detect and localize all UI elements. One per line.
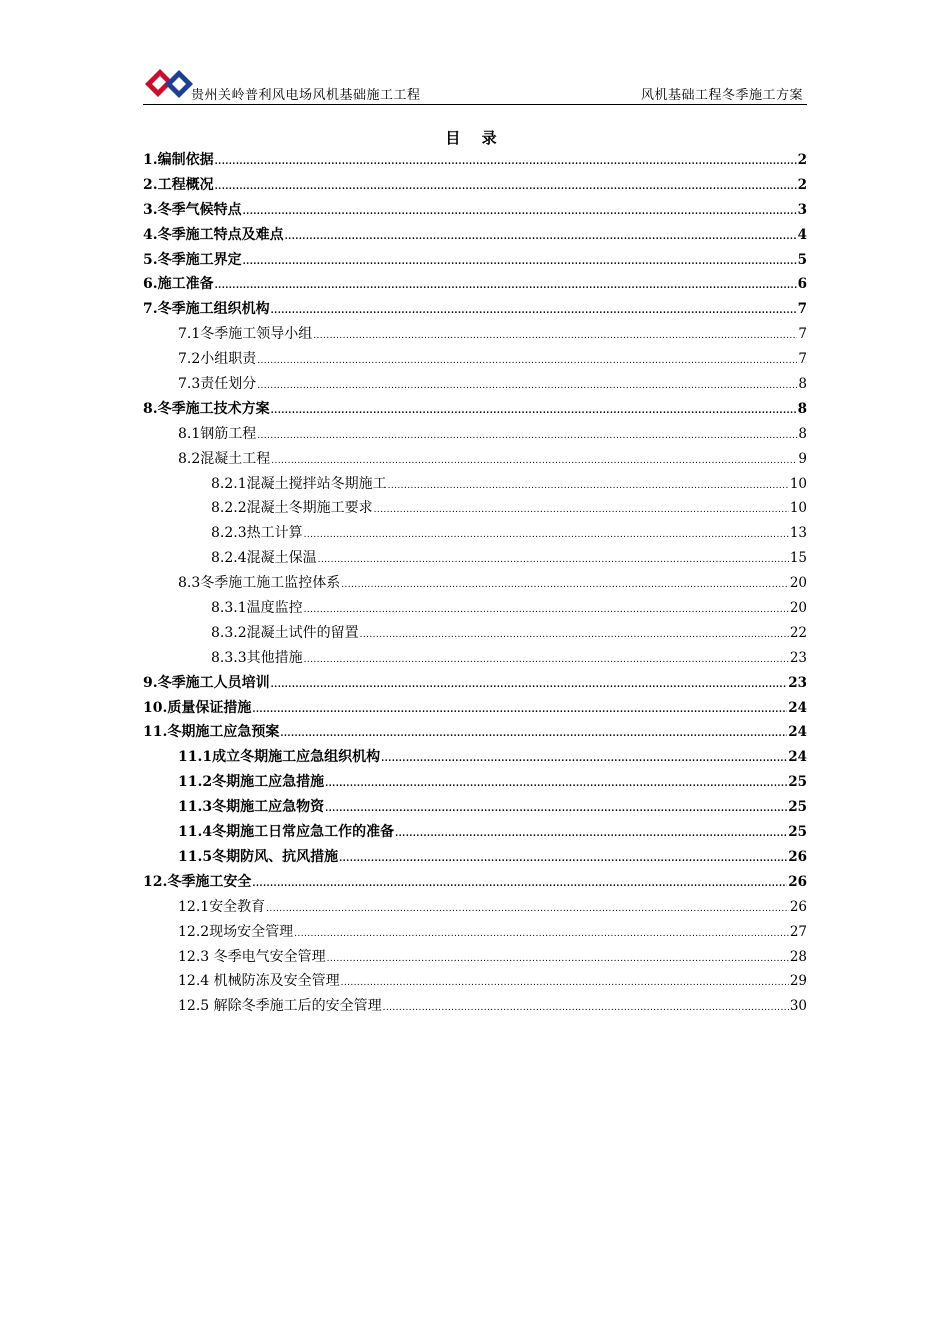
toc-entry-title: 12.1安全教育: [178, 898, 266, 915]
toc-page-number: 10: [789, 500, 807, 517]
toc-dot-leader: [339, 845, 787, 872]
toc-entry[interactable]: [143, 447, 807, 472]
toc-dot-leader: [285, 223, 797, 250]
toc-page-number: 13: [789, 525, 807, 542]
toc-entry-title: 8.2.2混凝土冬期施工要求: [211, 500, 373, 517]
toc-dot-leader: [381, 745, 787, 772]
toc-dot-leader: [266, 895, 789, 922]
header-document-title: 风机基础工程冬季施工方案: [640, 88, 803, 103]
toc-entry[interactable]: [143, 696, 807, 721]
toc-entry[interactable]: [143, 671, 807, 696]
toc-entry-title: 8.2.1混凝土搅拌站冬期施工: [211, 475, 387, 492]
toc-page-number: 10: [789, 475, 807, 492]
toc-page-number: 7: [798, 351, 807, 368]
toc-dot-leader: [252, 696, 787, 723]
toc-entry-title: 7.3责任划分: [178, 376, 257, 393]
toc-dot-leader: [388, 472, 789, 499]
toc-entry[interactable]: [143, 223, 807, 248]
toc-page-number: 25: [788, 824, 807, 841]
toc-entry-title: 9.冬季施工人员培训: [143, 674, 270, 691]
toc-dot-leader: [327, 945, 789, 972]
toc-dot-leader: [304, 521, 789, 548]
toc-dot-leader: [280, 720, 787, 747]
toc-page-number: 23: [789, 649, 807, 666]
toc-entry-title: 6.施工准备: [143, 276, 214, 293]
toc-entry-title: 7.冬季施工组织机构: [143, 301, 270, 318]
toc-page-number: 20: [789, 575, 807, 592]
toc-title: 目 录: [445, 129, 505, 147]
toc-entry[interactable]: [143, 870, 807, 895]
toc-entry[interactable]: [143, 945, 807, 970]
page-header: [143, 66, 807, 105]
toc-entry[interactable]: [143, 173, 807, 198]
toc-entry-title: 3.冬季气候特点: [143, 201, 242, 218]
toc-entry[interactable]: [143, 372, 807, 397]
toc-entry[interactable]: [143, 322, 807, 347]
toc-entry[interactable]: [143, 845, 807, 870]
toc-entry-title: 8.3.3其他措施: [211, 649, 303, 666]
toc-entry-title: 10.质量保证措施: [143, 699, 252, 716]
toc-dot-leader: [215, 148, 797, 175]
toc-dot-leader: [304, 646, 789, 673]
toc-dot-leader: [325, 795, 787, 822]
toc-page-number: 8: [797, 400, 807, 417]
toc-entry-title: 8.3.1温度监控: [211, 600, 303, 617]
toc-dot-leader: [257, 422, 797, 449]
toc-dot-leader: [360, 621, 789, 648]
toc-dot-leader: [383, 994, 789, 1021]
toc-page-number: 26: [789, 898, 807, 915]
toc-page-number: 3: [797, 201, 807, 218]
toc-page-number: 26: [788, 848, 807, 865]
toc-entry-title: 11.2冬期施工应急措施: [178, 774, 325, 791]
toc-page-number: 5: [797, 251, 807, 268]
toc-page-number: 2: [797, 176, 807, 193]
toc-dot-leader: [257, 347, 797, 374]
toc-entry[interactable]: [143, 248, 807, 273]
toc-entry[interactable]: [143, 148, 807, 173]
toc-page-number: 20: [789, 600, 807, 617]
toc-dot-leader: [252, 870, 787, 897]
toc-entry[interactable]: [143, 770, 807, 795]
toc-entry-title: 12.2现场安全管理: [178, 923, 294, 940]
toc-entry[interactable]: [143, 571, 807, 596]
toc-page-number: 15: [789, 550, 807, 567]
toc-page-number: 4: [797, 226, 807, 243]
toc-entry[interactable]: [143, 397, 807, 422]
toc-entry[interactable]: [143, 720, 807, 745]
toc-dot-leader: [304, 596, 789, 623]
toc-entry[interactable]: [143, 198, 807, 223]
toc-entry[interactable]: [143, 546, 807, 571]
toc-entry[interactable]: [143, 272, 807, 297]
toc-entry-title: 4.冬季施工特点及难点: [143, 226, 284, 243]
toc-entry[interactable]: [143, 297, 807, 322]
toc-dot-leader: [341, 571, 789, 598]
toc-dot-leader: [313, 322, 797, 349]
toc-entry-title: 11.4冬期施工日常应急工作的准备: [178, 824, 395, 841]
toc-dot-leader: [374, 496, 789, 523]
toc-dot-leader: [243, 198, 797, 225]
toc-page-number: 27: [789, 923, 807, 940]
toc-entry-title: 11.3冬期施工应急物资: [178, 799, 325, 816]
toc-page-number: 2: [797, 152, 807, 168]
toc-entry-title: 8.冬季施工技术方案: [143, 400, 270, 417]
toc-entry[interactable]: [143, 969, 807, 994]
toc-entry[interactable]: [143, 496, 807, 521]
toc-entry-title: 11.冬期施工应急预案: [143, 724, 280, 741]
toc-entry[interactable]: [143, 422, 807, 447]
toc-entry-title: 11.5冬期防风、抗风措施: [178, 848, 339, 865]
toc-entry[interactable]: [143, 596, 807, 621]
toc-entry-title: 12.5 解除冬季施工后的安全管理: [178, 998, 382, 1015]
toc-page-number: 22: [789, 624, 807, 641]
toc-entry[interactable]: [143, 795, 807, 820]
toc-entry-title: 8.2.4混凝土保温: [211, 550, 317, 567]
toc-dot-leader: [271, 397, 797, 424]
toc-entry-title: 8.3.2混凝土试件的留置: [211, 624, 359, 641]
toc-dot-leader: [243, 248, 797, 275]
toc-entry[interactable]: [143, 820, 807, 845]
toc-page-number: 8: [798, 376, 807, 393]
toc-page-number: 8: [798, 425, 807, 442]
toc-entry[interactable]: [143, 646, 807, 671]
toc-page-number: 24: [788, 724, 807, 741]
toc-page-number: 24: [788, 699, 807, 716]
toc-entry[interactable]: [143, 472, 807, 497]
toc-page-number: 24: [788, 749, 807, 766]
toc-page-number: 7: [798, 326, 807, 343]
toc-dot-leader: [294, 920, 789, 947]
toc-entry[interactable]: [143, 621, 807, 646]
table-of-contents: [143, 148, 807, 1019]
toc-entry[interactable]: [143, 347, 807, 372]
toc-page-number: 7: [797, 301, 807, 318]
toc-page-number: 9: [798, 450, 807, 467]
toc-dot-leader: [341, 969, 789, 996]
toc-entry-title: 5.冬季施工界定: [143, 251, 242, 268]
toc-page-number: 25: [788, 774, 807, 791]
toc-entry-title: 1.编制依据: [143, 152, 214, 168]
toc-entry[interactable]: [143, 994, 807, 1019]
toc-page-number: 28: [789, 948, 807, 965]
toc-dot-leader: [395, 820, 787, 847]
toc-page-number: 29: [789, 973, 807, 990]
toc-entry-title: 2.工程概况: [143, 176, 214, 193]
toc-dot-leader: [325, 770, 787, 797]
toc-dot-leader: [215, 173, 797, 200]
toc-entry-title: 7.2小组职责: [178, 351, 257, 368]
toc-entry-title: 8.2混凝土工程: [178, 450, 271, 467]
company-logo-icon: [143, 66, 195, 102]
toc-page-number: 30: [789, 998, 807, 1015]
toc-entry-title: 12.3 冬季电气安全管理: [178, 948, 326, 965]
toc-entry-title: 8.2.3热工计算: [211, 525, 303, 542]
toc-dot-leader: [271, 671, 788, 698]
toc-dot-leader: [271, 297, 797, 324]
toc-entry[interactable]: [143, 895, 807, 920]
toc-entry[interactable]: [143, 745, 807, 770]
toc-entry[interactable]: [143, 521, 807, 546]
toc-entry[interactable]: [143, 920, 807, 945]
toc-entry-title: 7.1冬季施工领导小组: [178, 326, 313, 343]
toc-dot-leader: [215, 272, 797, 299]
header-project-name: 贵州关岭普利风电场风机基础施工工程: [191, 88, 421, 103]
toc-entry-title: 12.冬季施工安全: [143, 873, 252, 890]
toc-dot-leader: [257, 372, 797, 399]
toc-entry-title: 8.3冬季施工施工监控体系: [178, 575, 341, 592]
toc-page-number: 23: [788, 674, 807, 691]
toc-page-number: 26: [788, 873, 807, 890]
toc-dot-leader: [318, 546, 789, 573]
toc-page-number: 6: [797, 276, 807, 293]
toc-entry-title: 8.1钢筋工程: [178, 425, 257, 442]
toc-page-number: 25: [788, 799, 807, 816]
toc-dot-leader: [271, 447, 797, 474]
toc-entry-title: 11.1成立冬期施工应急组织机构: [178, 749, 381, 766]
toc-entry-title: 12.4 机械防冻及安全管理: [178, 973, 340, 990]
